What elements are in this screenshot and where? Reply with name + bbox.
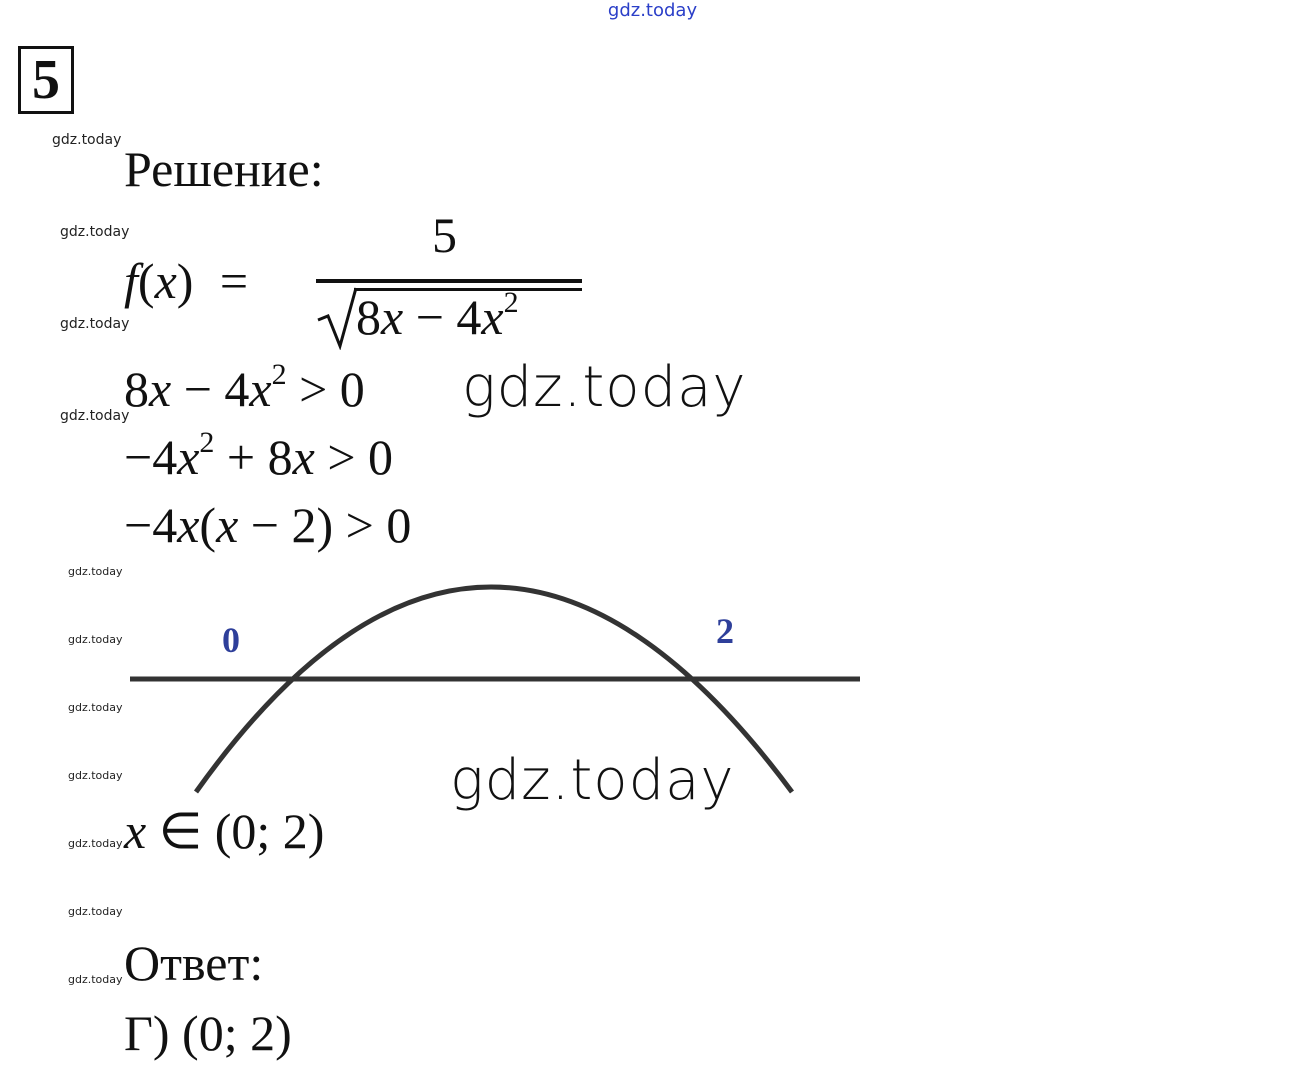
variable-x: x	[481, 289, 504, 345]
variable-x: x	[149, 361, 172, 417]
graph-watermark: gdz.today	[450, 748, 735, 813]
variable-x: x	[381, 289, 404, 345]
side-watermark: gdz.today	[68, 633, 123, 646]
side-watermark: gdz.today	[52, 132, 122, 148]
variable-x: x	[177, 497, 200, 553]
side-watermark: gdz.today	[68, 973, 123, 986]
variable-x: x	[292, 429, 315, 485]
side-watermark: gdz.today	[60, 224, 130, 240]
term: − 2) > 0	[238, 497, 412, 553]
side-watermark: gdz.today	[60, 408, 130, 424]
term: > 0	[286, 361, 365, 417]
exponent: 2	[503, 286, 519, 319]
task-number-badge: 5	[18, 46, 74, 114]
equals-sign: =	[219, 253, 249, 309]
variable-x: x	[177, 429, 200, 485]
paren-close: )	[176, 253, 194, 309]
side-watermark: gdz.today	[68, 769, 123, 782]
side-watermark: gdz.today	[68, 565, 123, 578]
side-watermark: gdz.today	[68, 701, 123, 714]
radicand-minus-term: − 4	[403, 289, 482, 345]
right-root-label: 2	[716, 611, 734, 651]
term: + 8	[214, 429, 293, 485]
side-watermark: gdz.today	[68, 905, 123, 918]
solution-interval	[124, 802, 324, 860]
radicand-coef: 8	[356, 289, 381, 345]
answer-value: Г) (0; 2)	[124, 1005, 292, 1061]
solution-heading: Решение:	[124, 141, 324, 197]
term: − 4	[171, 361, 250, 417]
paren-open: (	[137, 253, 155, 309]
variable-x: x	[154, 253, 177, 309]
inline-watermark: gdz.today	[462, 355, 747, 420]
function-name: f	[124, 253, 138, 309]
side-watermark: gdz.today	[60, 316, 130, 332]
variable-x: x	[249, 361, 272, 417]
variable-x: x	[216, 497, 239, 553]
term: (	[199, 497, 217, 553]
left-root-label: 0	[222, 620, 240, 660]
side-watermark: gdz.today	[68, 837, 123, 850]
answer-heading: Ответ:	[124, 935, 264, 991]
exponent: 2	[199, 426, 215, 459]
term: −4	[124, 429, 178, 485]
top-watermark: gdz.today	[607, 0, 698, 21]
term: −4	[124, 497, 178, 553]
fraction-numerator: 5	[432, 207, 457, 263]
term: 8	[124, 361, 149, 417]
term: > 0	[314, 429, 394, 485]
exponent: 2	[271, 358, 287, 391]
variable-x: x	[124, 803, 147, 859]
interval-value: ∈ (0; 2)	[146, 803, 325, 859]
